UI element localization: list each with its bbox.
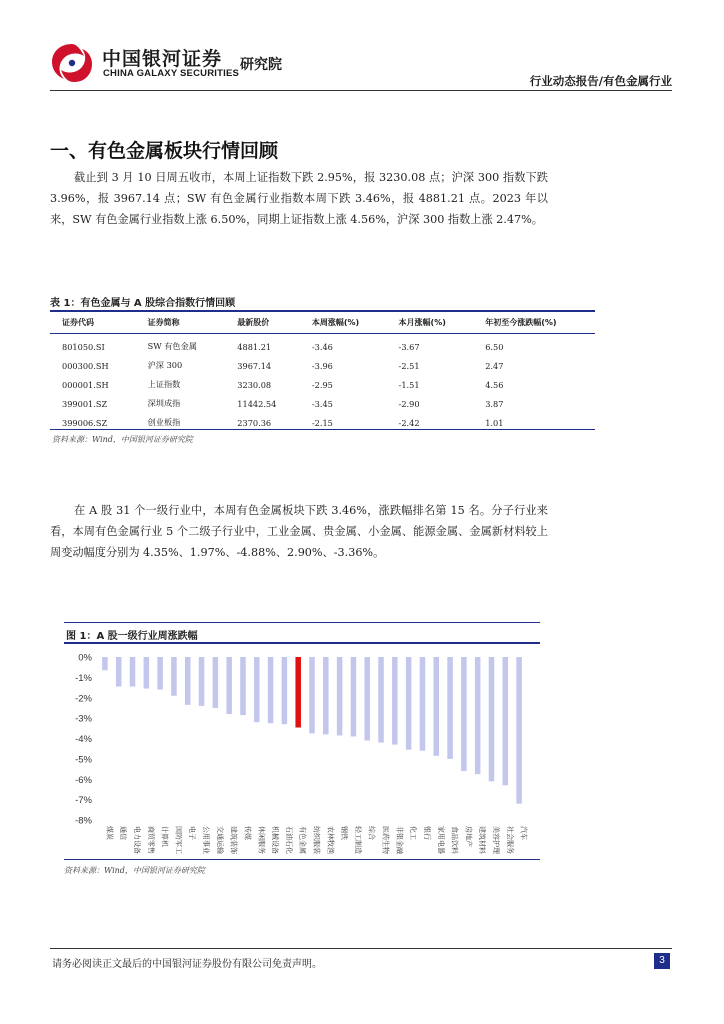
chart-bar: [392, 657, 398, 745]
table-cell: SW 有色金属: [147, 341, 197, 351]
x-tick-label: 综合: [367, 826, 376, 840]
chart-bar: [323, 657, 329, 734]
figure-title: 图 1：A 股一级行业周涨跌幅: [66, 631, 198, 642]
x-tick-label: 通信: [119, 826, 128, 840]
table-row: [50, 394, 595, 413]
x-tick-label: 计算机: [160, 826, 169, 847]
logo-company-name-en: CHINA GALAXY SECURITIES: [103, 68, 240, 79]
chart-bar: [240, 657, 246, 715]
chart-bar: [420, 657, 426, 751]
table-cell: -3.67: [398, 341, 420, 352]
table-cell: 4881.21: [237, 341, 272, 352]
table-cell: 3230.08: [237, 379, 272, 390]
chart-bar: [503, 657, 509, 785]
table-header-cell: 证券简称: [147, 318, 180, 327]
table-cell: 399006.SZ: [62, 417, 108, 428]
table-cell: 000300.SH: [62, 360, 109, 371]
x-tick-label: 汽车: [519, 826, 528, 840]
chart-bar: [461, 657, 467, 771]
table-cell: 沪深 300: [147, 360, 183, 370]
paragraph-market-review: 截止到 3 月 10 日周五收市，本周上证指数下跌 2.95%，报 3230.08 点；沪深 300 指数下跌 3.96%，报 3967.14 点；SW 有色金属行业指数本周下跌 3.46%，报 4881.21 点。2023 年以来，SW 有色金属行业指数上涨 6.50%，同期上证指数上涨 4.56%，沪深 300 指数上涨 2.47%。: [50, 171, 548, 226]
industry-weekly-change-chart: [64, 645, 534, 857]
x-tick-label: 有色金属: [298, 826, 307, 854]
figure-bottom-rule: [64, 859, 540, 860]
table-title: 表 1：有色金属与 A 股综合指数行情回顾: [50, 298, 236, 309]
report-type: 行业动态报告/有色金属行业: [529, 74, 672, 88]
x-tick-label: 休闲服务: [257, 826, 266, 854]
table-cell: 创业板指: [147, 417, 181, 427]
table-cell: -2.95: [311, 379, 333, 390]
table-row: [50, 356, 595, 375]
x-tick-label: 机械设备: [271, 826, 280, 854]
table-cell: 6.50: [485, 341, 504, 352]
x-tick-label: 非银金融: [395, 826, 404, 854]
table-header-cell: 本月涨幅(%): [398, 318, 446, 327]
table-cell: -3.96: [311, 360, 333, 371]
figure-title-rule: [64, 642, 540, 644]
table-cell: -1.51: [398, 379, 420, 390]
x-tick-label: 医药生物: [381, 826, 390, 854]
x-tick-label: 轻工制造: [353, 826, 362, 854]
x-tick-label: 国防军工: [174, 826, 183, 854]
logo-company-name: 中国银河证券: [102, 48, 223, 70]
chart-bar: [171, 657, 177, 696]
figure-top-rule: [64, 622, 540, 623]
chart-bar: [226, 657, 232, 714]
x-tick-label: 社会服务: [505, 826, 514, 854]
chart-bar: [433, 657, 439, 756]
y-tick-label: -1%: [75, 672, 92, 684]
chart-bar: [351, 657, 357, 736]
table-cell: 399001.SZ: [62, 398, 108, 409]
table-header-cell: 本周涨幅(%): [311, 318, 360, 327]
table-row: [50, 375, 595, 394]
table-cell: 3.87: [485, 398, 504, 409]
chart-bar: [144, 657, 150, 689]
table-cell: -3.45: [311, 398, 333, 409]
table-cell: 2370.36: [237, 417, 272, 428]
x-tick-label: 煤炭: [105, 826, 114, 840]
table-source: 资料来源：Wind，中国银河证券研究院: [52, 435, 193, 444]
x-tick-label: 房地产: [464, 826, 473, 847]
x-tick-label: 化工: [409, 826, 418, 840]
galaxy-logo-icon: [48, 40, 96, 86]
chart-bar: [130, 657, 136, 687]
footer-divider: [50, 948, 672, 949]
x-tick-label: 纺织服装: [312, 826, 321, 854]
header-divider: [50, 90, 672, 91]
chart-bar: [337, 657, 343, 735]
table-header-cell: 证券代码: [62, 318, 94, 327]
chart-bar: [116, 657, 122, 687]
chart-bar: [157, 657, 163, 690]
table-row: [50, 333, 595, 356]
table-cell: -2.90: [398, 398, 420, 409]
chart-bar: [282, 657, 288, 724]
index-review-table: [50, 312, 595, 432]
x-tick-label: 银行: [422, 826, 431, 840]
chart-bar: [475, 657, 481, 774]
section-title: 一、有色金属板块行情回顾: [50, 140, 279, 162]
chart-bar: [185, 657, 191, 705]
table-cell: -2.51: [398, 360, 420, 371]
y-tick-label: -2%: [75, 693, 92, 705]
footer-disclaimer: 请务必阅读正文最后的中国银河证券股份有限公司免责声明。: [52, 959, 322, 970]
table-cell: -3.46: [311, 341, 333, 352]
y-tick-label: 0%: [78, 652, 92, 664]
table-bottom-rule: [50, 429, 595, 430]
chart-bar: [406, 657, 412, 750]
y-tick-label: -3%: [75, 713, 92, 725]
x-tick-label: 美容护理: [491, 826, 500, 854]
paragraph-industry-ranking: 在 A 股 31 个一级行业中，本周有色金属板块下跌 3.46%，涨跌幅排名第 15 名。分子行业来看，本周有色金属行业 5 个二级子行业中，工业金属、贵金属、小金属、能源金属、金属新材料较上周变动幅度分别为 4.35%、1.97%、-4.88%、2.90%、-3.36%。: [50, 504, 548, 559]
chart-bar: [309, 657, 315, 733]
table-header-row: [50, 312, 595, 333]
chart-bar: [516, 657, 522, 804]
x-tick-label: 公用事业: [202, 826, 211, 854]
x-tick-label: 商贸零售: [146, 826, 155, 854]
chart-bar: [268, 657, 274, 723]
table-cell: 3967.14: [237, 360, 272, 371]
table-cell: 4.56: [485, 379, 504, 390]
chart-bar: [378, 657, 384, 743]
chart-bar: [447, 657, 453, 759]
y-tick-label: -6%: [75, 774, 92, 786]
table-cell: 上证指数: [147, 379, 181, 389]
x-tick-label: 农林牧渔: [326, 826, 335, 854]
x-tick-label: 电力设备: [133, 826, 142, 854]
table-header-cell: 年初至今涨跌幅(%): [485, 318, 557, 327]
x-tick-label: 钢铁: [340, 826, 349, 840]
table-cell: 深圳成指: [147, 398, 181, 408]
logo-institute: 研究院: [240, 57, 282, 73]
chart-bar: [364, 657, 370, 741]
chart-bar: [199, 657, 205, 706]
chart-bar: [254, 657, 260, 722]
chart-bar: [295, 657, 301, 727]
y-tick-label: -8%: [75, 815, 92, 827]
x-tick-label: 传媒: [243, 826, 252, 840]
y-tick-label: -4%: [75, 734, 92, 745]
chart-bar: [213, 657, 219, 708]
table-cell: 801050.SI: [62, 341, 105, 352]
x-tick-label: 电子: [188, 826, 197, 840]
figure-source: 资料来源：Wind，中国银河证券研究院: [64, 866, 205, 875]
table-cell: 2.47: [485, 360, 504, 371]
x-tick-label: 家用电器: [436, 826, 445, 854]
page-number: 3: [654, 953, 670, 969]
table-cell: 000001.SH: [62, 379, 109, 390]
table-cell: 1.01: [485, 417, 504, 428]
x-tick-label: 建筑材料: [478, 826, 487, 854]
y-tick-label: -7%: [75, 795, 92, 807]
table-cell: -2.15: [311, 417, 333, 428]
x-tick-label: 交通运输: [215, 826, 224, 854]
x-tick-label: 食品饮料: [450, 826, 459, 854]
table-cell: -2.42: [398, 417, 420, 428]
y-tick-label: -5%: [75, 754, 92, 766]
x-tick-label: 建筑装饰: [229, 826, 238, 854]
chart-bar: [489, 657, 495, 781]
x-tick-label: 石油石化: [284, 826, 293, 854]
table-cell: 11442.54: [237, 398, 277, 409]
chart-bar: [102, 657, 108, 670]
table-header-cell: 最新股价: [237, 318, 270, 327]
